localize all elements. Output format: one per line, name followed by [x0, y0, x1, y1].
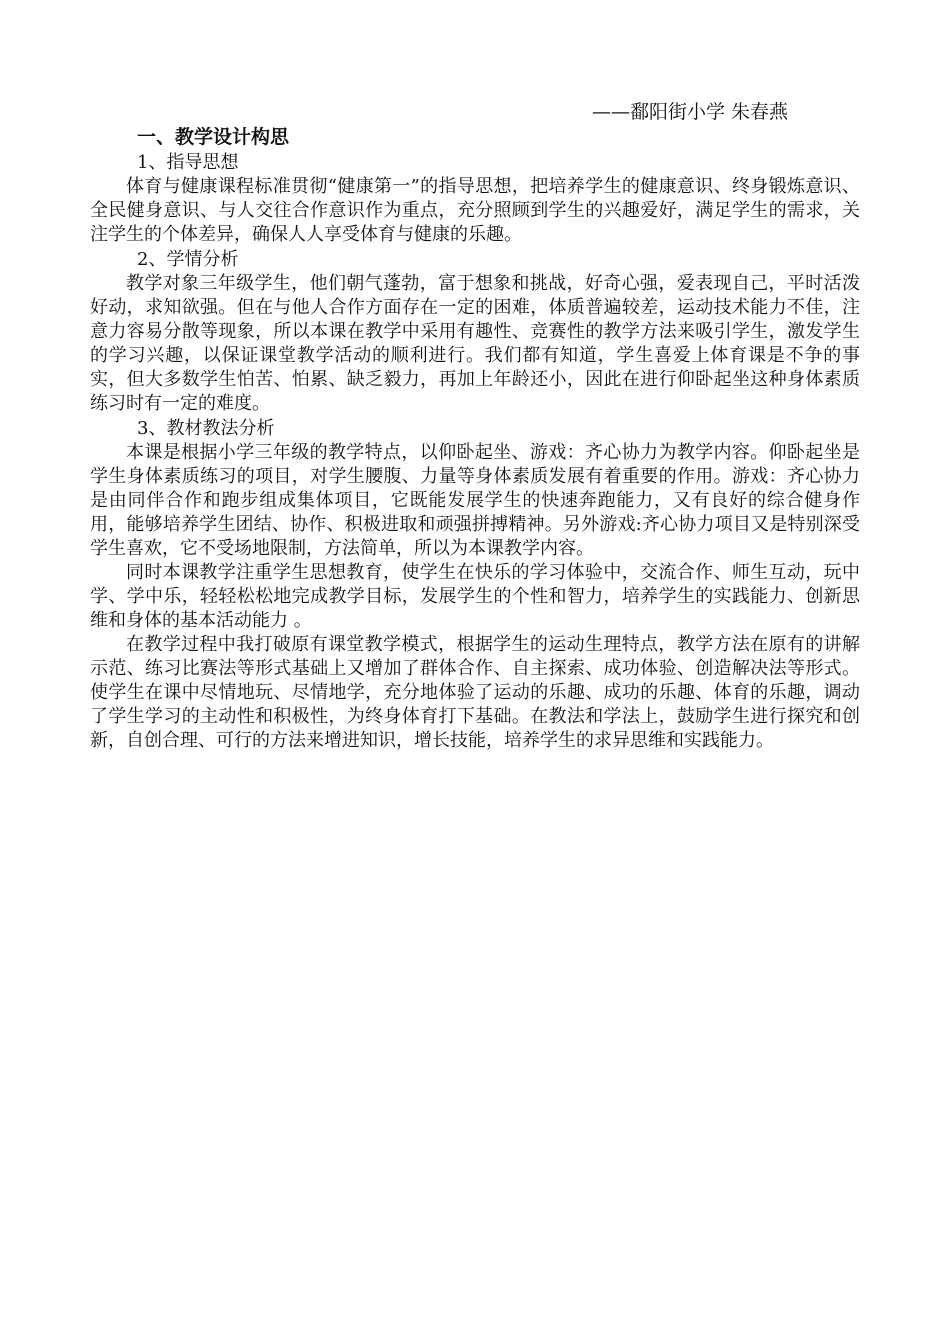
- sub-heading-guiding-idea: 1、指导思想: [137, 152, 239, 173]
- document-page: [90, 100, 860, 753]
- sub-heading-material-method-analysis: 3、教材教法分析: [137, 418, 275, 439]
- sub-heading-student-analysis: 2、学情分析: [137, 249, 239, 270]
- paragraph-thought-education: 同时本课教学注重学生思想教育，使学生在快乐的学习体验中，交流合作、师生互动，玩中学、学中乐，轻轻松松地完成教学目标，发展学生的个性和智力，培养学生的实践能力、创新思维和身体的基本活动能力 。: [90, 562, 860, 631]
- paragraph-teaching-process: 在教学过程中我打破原有课堂教学模式，根据学生的运动生理特点，教学方法在原有的讲解示范、练习比赛法等形式基础上又增加了群体合作、自主探索、成功体验、创造解决法等形式。使学生在课中尽情地玩、尽情地学，充分地体验了运动的乐趣、成功的乐趣、体育的乐趣，调动了学生学习的主动性和积极性，为终身体育打下基础。在教法和学法上，鼓励学生进行探究和创新，自创合理、可行的方法来增进知识，增长技能，培养学生的求异思维和实践能力。: [90, 634, 860, 751]
- author-line: ——鄱阳街小学 朱春燕: [591, 101, 788, 123]
- paragraph-material-content: 本课是根据小学三年级的教学特点，以仰卧起坐、游戏：齐心协力为教学内容。仰卧起坐是学生身体素质练习的项目，对学生腰腹、力量等身体素质发展有着重要的作用。游戏：齐心协力是由同伴合作和跑步组成集体项目，它既能发展学生的快速奔跑能力，又有良好的综合健身作用，能够培养学生团结、协作、积极进取和顽强拼搏精神。另外游戏:齐心协力项目又是特别深受学生喜欢，它不受场地限制，方法简单，所以为本课教学内容。: [90, 442, 860, 559]
- paragraph-student-analysis: 教学对象三年级学生，他们朝气蓬勃，富于想象和挑战，好奇心强，爱表现自己，平时活泼好动，求知欲强。但在与他人合作方面存在一定的困难，体质普遍较差，运动技术能力不佳，注意力容易分散等现象，所以本课在教学中采用有趣性、竞赛性的教学方法来吸引学生，激发学生的学习兴趣，以保证课堂教学活动的顺利进行。我们都有知道，学生喜爱上体育课是不争的事实，但大多数学生怕苦、怕累、缺乏毅力，再加上年龄还小，因此在进行仰卧起坐这种身体素质练习时有一定的难度。: [90, 273, 860, 414]
- paragraph-guiding-idea: 体育与健康课程标准贯彻“健康第一”的指导思想，把培养学生的健康意识、终身锻炼意识、全民健身意识、与人交往合作意识作为重点，充分照顾到学生的兴趣爱好，满足学生的需求，关注学生的个体差异，确保人人享受体育与健康的乐趣。: [90, 176, 860, 245]
- section-heading-teaching-design: 一、教学设计构思: [137, 126, 290, 148]
